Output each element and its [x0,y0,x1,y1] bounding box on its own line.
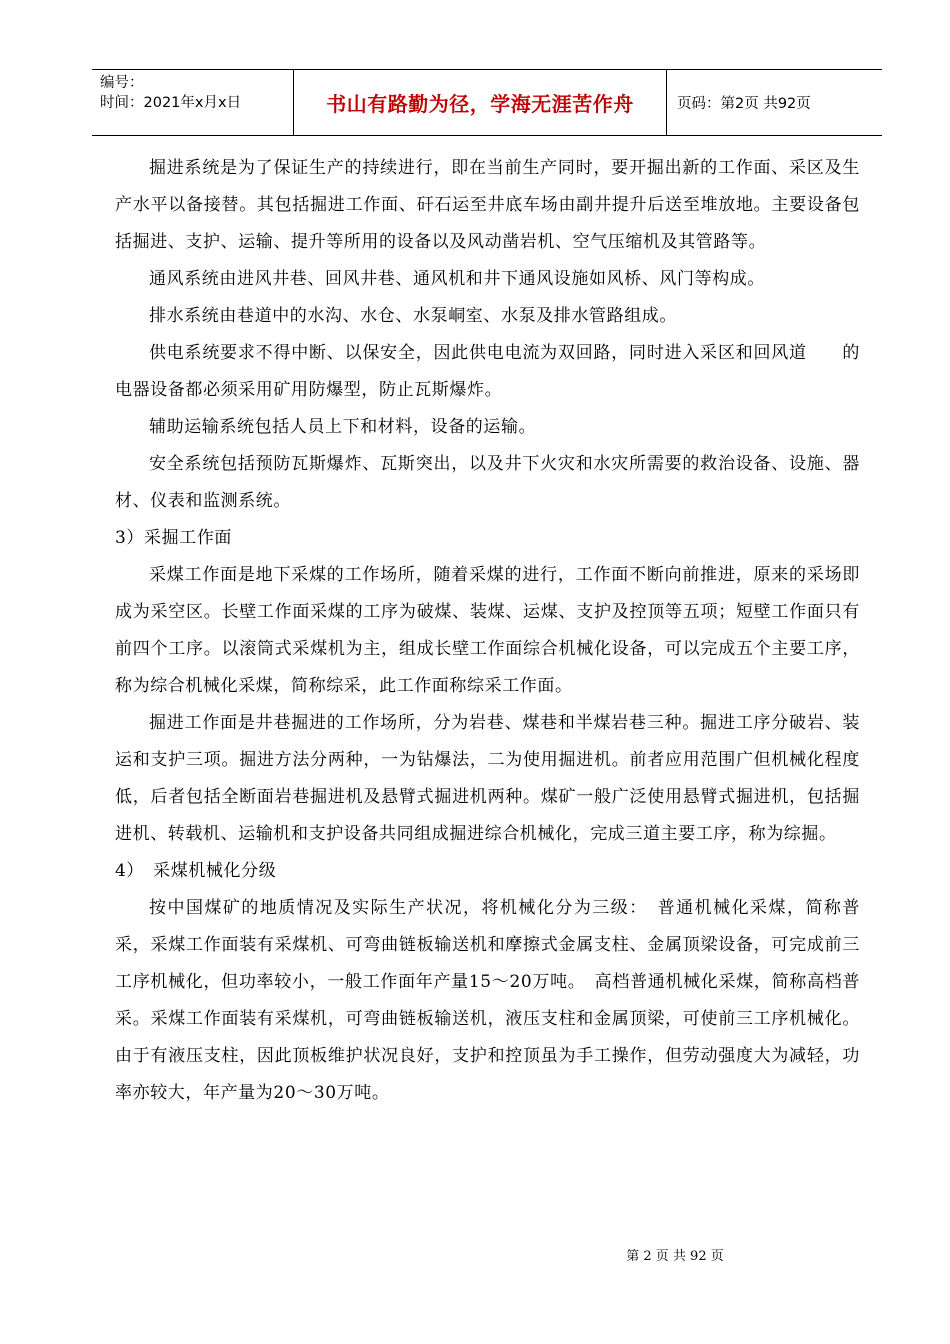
page-footer [0,1245,950,1264]
header-meta-cell [92,70,294,135]
header-motto-cell [294,70,667,135]
paragraph-ventilation-system: 通风系统由进风井巷、回风井巷、通风机和井下通风设施如风桥、风门等构成。 [149,269,765,289]
footer-page-number: 第 2 页 共 92 页 [626,1249,724,1264]
paragraph-excavation-system: 掘进系统是为了保证生产的持续进行，即在当前生产同时，要开掘出新的工作面、采区及生产水平以备接替。其包括掘进工作面、矸石运至井底车场由副井提升后送至堆放地。主要设备包括掘进、支护、运输、提升等所用的设备以及风动凿岩机、空气压缩机及其管路等。 [115,158,860,252]
paragraph-coal-working-face: 采煤工作面是地下采煤的工作场所，随着采煤的进行，工作面不断向前推进，原来的采场即成为采空区。长壁工作面采煤的工序为破煤、装煤、运煤、支护及控顶等五项；短壁工作面只有前四个工序。以滚筒式采煤机为主，组成长壁工作面综合机械化设备，可以完成五个主要工序，称为综合机械化采煤，简称综采，此工作面称综采工作面。 [115,565,860,696]
paragraph-tunneling-working-face: 掘进工作面是井巷掘进的工作场所，分为岩巷、煤巷和半煤岩巷三种。掘进工序分破岩、装运和支护三项。掘进方法分两种，一为钻爆法，二为使用掘进机。前者应用范围广但机械化程度低，后者包括全断面岩巷掘进机及悬臂式掘进机两种。煤矿一般广泛使用悬臂式掘进机，包括掘进机、转载机、运输机和支护设备共同组成掘进综合机械化，完成三道主要工序，称为综掘。 [115,713,860,844]
page-header [92,69,882,136]
header-page-cell [667,70,882,135]
document-time-label: 时间：2021年x月x日 [100,95,242,111]
section-heading-mechanization-levels: 4） 采煤机械化分级 [115,861,277,881]
paragraph-safety-system: 安全系统包括预防瓦斯爆炸、瓦斯突出，以及井下火灾和水灾所需要的救治设备、设施、器材、仪表和监测系统。 [115,454,860,511]
document-body [115,150,860,1112]
paragraph-power-supply-system: 供电系统要求不得中断、以保安全，因此供电电流为双回路，同时进入采区和回风道 的电器设备都必须采用矿用防爆型，防止瓦斯爆炸。 [115,343,860,400]
document-number-label: 编号： [100,75,144,91]
section-heading-working-face: 3）采掘工作面 [115,528,233,548]
paragraph-mechanization-levels: 按中国煤矿的地质情况及实际生产状况，将机械化分为三级： 普通机械化采煤，简称普采，采煤工作面装有采煤机、可弯曲链板输送机和摩擦式金属支柱、金属顶梁设备，可完成前三工序机械化，但功率较小，一般工作面年产量15～20万吨。 高档普通机械化采煤，简称高档普采。采煤工作面装有采煤机，可弯曲链板输送机，液压支柱和金属顶梁，可使前三工序机械化。由于有液压支柱，因此顶板维护状况良好，支护和控顶虽为手工操作，但劳动强度大为减轻，功率亦较大，年产量为20～30万吨。 [115,898,860,1103]
paragraph-drainage-system: 排水系统由巷道中的水沟、水仓、水泵峒室、水泵及排水管路组成。 [149,306,677,326]
paragraph-auxiliary-transport: 辅助运输系统包括人员上下和材料，设备的运输。 [149,417,537,437]
header-page-number: 页码：第2页 共92页 [677,96,811,112]
header-motto: 书山有路勤为径，学海无涯苦作舟 [326,92,634,116]
